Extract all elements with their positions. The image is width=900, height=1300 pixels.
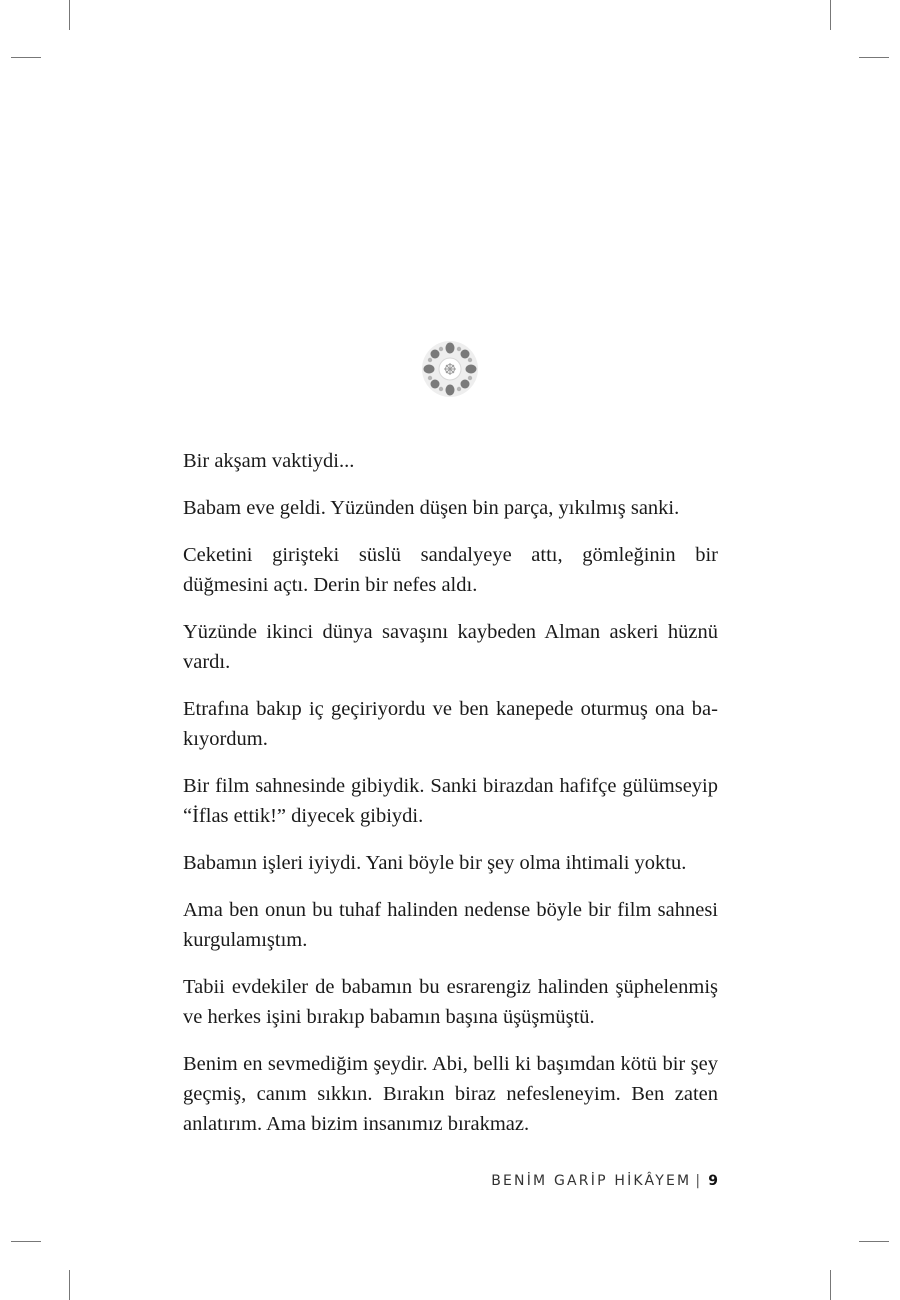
crop-mark xyxy=(69,1270,70,1300)
paragraph: Bir akşam vaktiydi... xyxy=(183,450,355,472)
paragraph: Benim en sevmediğim şeydir. Abi, belli ki başımdan kötü bir şey geçmiş, canım sıkkın. Bırakın biraz nefesleneyim. Ben zaten anlatırım. Ama bizim insanımız bırakmaz. xyxy=(183,1053,718,1135)
chapter-text xyxy=(183,446,718,1156)
crop-mark xyxy=(69,0,70,30)
paragraph: Babamın işleri iyiydi. Yani böyle bir şey olma ihtimali yoktu. xyxy=(183,852,687,874)
paragraph: Babam eve geldi. Yüzünden düşen bin parça, yıkılmış sanki. xyxy=(183,497,680,519)
paragraph: Etrafına bakıp iç geçiriyordu ve ben kanepede oturmuş ona bakıyordum. xyxy=(183,698,718,750)
footer-separator: | xyxy=(695,1173,703,1189)
paragraph: Ceketini girişteki süslü sandalyeye attı, gömleğinin bir düğmesini açtı. Derin bir nefes aldı. xyxy=(183,544,718,596)
paragraph: Tabii evdekiler de babamın bu esrarengiz halinden şüphelenmiş ve herkes işini bırakıp babamın başına üşüşmüştü. xyxy=(183,976,718,1028)
crop-mark xyxy=(859,1241,889,1242)
book-title: BENİM GARİP HİKÂYEM xyxy=(491,1173,692,1189)
crop-mark xyxy=(830,1270,831,1300)
paragraph: Bir film sahnesinde gibiydik. Sanki birazdan hafifçe gülümseyip “İflas ettik!” diyecek gibiydi. xyxy=(183,775,718,827)
paragraph: Yüzünde ikinci dünya savaşını kaybeden Alman askeri hüznü vardı. xyxy=(183,621,718,673)
crop-mark xyxy=(830,0,831,30)
floral-rosette-ornament-icon xyxy=(421,340,479,398)
crop-mark xyxy=(11,1241,41,1242)
paragraph: Ama ben onun bu tuhaf halinden nedense böyle bir film sahnesi kurgulamıştım. xyxy=(183,899,718,951)
page-number: 9 xyxy=(708,1173,718,1189)
crop-mark xyxy=(859,57,889,58)
crop-mark xyxy=(11,57,41,58)
running-footer xyxy=(491,1173,718,1189)
